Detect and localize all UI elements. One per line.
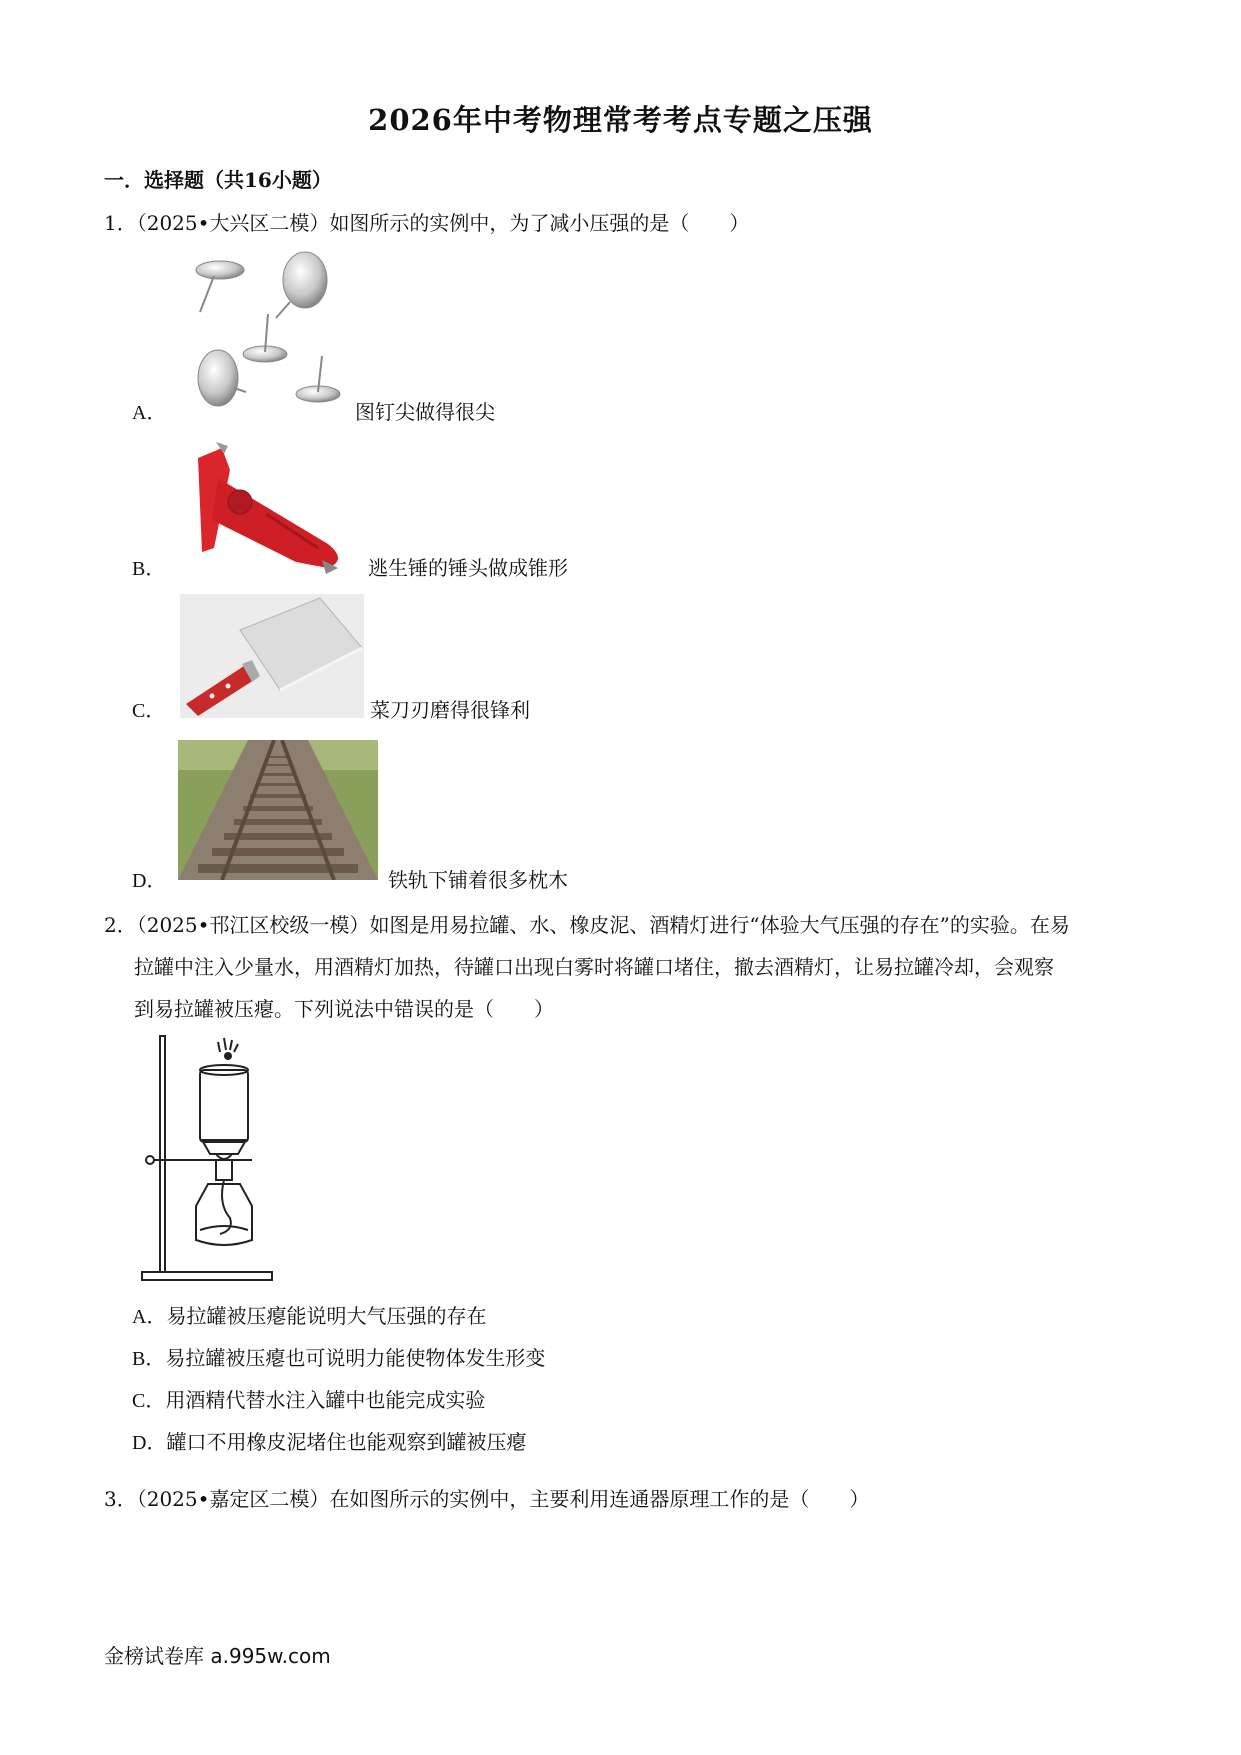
option-text: 逃生锤的锤头做成锥形 [368,556,568,580]
question-2-option-a [132,1300,486,1329]
question-source: （2025•大兴区二模） [136,211,330,235]
question-stem-line-3: 到易拉罐被压瘪。下列说法中错误的是（ ） [134,997,554,1021]
option-label: A． [132,402,167,424]
option-text: 罐口不用橡皮泥堵住也能观察到罐被压瘪 [166,1430,527,1454]
question-stem-line-2: 拉罐中注入少量水，用酒精灯加热，待罐口出现白雾时将罐口堵住，撤去酒精灯，让易拉罐冷却，会观察 [134,955,1054,979]
option-text: 易拉罐被压瘪能说明大气压强的存在 [166,1304,487,1328]
option-label: C． [132,1390,166,1412]
footer-watermark: 金榜试卷库 a.995w.com [104,1644,331,1668]
question-1-option-a [132,396,166,425]
question-stem-line-1: 如图是用易拉罐、水、橡皮泥、酒精灯进行“体验大气压强的存在”的实验。在易 [369,913,1070,937]
option-text: 易拉罐被压瘪也可说明力能使物体发生形变 [165,1346,546,1370]
question-3 [104,1478,869,1520]
section-heading: 一．选择题（共16小题） [104,168,332,192]
question-source: （2025•邗江区校级一模） [136,913,370,937]
option-label: D． [132,1432,167,1454]
question-1-option-c [132,694,165,723]
option-label: D． [132,870,167,892]
question-1 [104,202,749,244]
question-stem: 如图所示的实例中，为了减小压强的是（ ） [329,211,750,235]
question-2-option-d [132,1426,526,1455]
question-2-option-b [132,1342,545,1371]
option-label: B． [132,1348,166,1370]
question-source: （2025•嘉定区二模） [136,1487,330,1511]
option-label: C． [132,700,166,722]
question-number: 1． [104,211,137,235]
page-title: 2026年中考物理常考考点专题之压强 [368,103,873,137]
thumbtacks-image [180,248,350,418]
escape-hammer-image [178,440,358,580]
question-number: 3． [104,1487,137,1511]
option-text: 菜刀刃磨得很锋利 [370,698,530,722]
alcohol-lamp-can-apparatus [138,1034,278,1282]
option-label: B． [132,558,166,580]
question-1-option-d [132,864,166,893]
question-2 [104,904,1144,1030]
railway-image [178,740,378,880]
option-text: 图钉尖做得很尖 [355,400,495,424]
option-text: 用酒精代替水注入罐中也能完成实验 [165,1388,486,1412]
option-text: 铁轨下铺着很多枕木 [388,868,568,892]
question-1-option-b [132,552,165,581]
question-number: 2． [104,913,137,937]
question-2-option-c [132,1384,485,1413]
cleaver-image [180,594,364,718]
question-stem: 在如图所示的实例中，主要利用连通器原理工作的是（ ） [329,1487,870,1511]
option-label: A． [132,1306,167,1328]
